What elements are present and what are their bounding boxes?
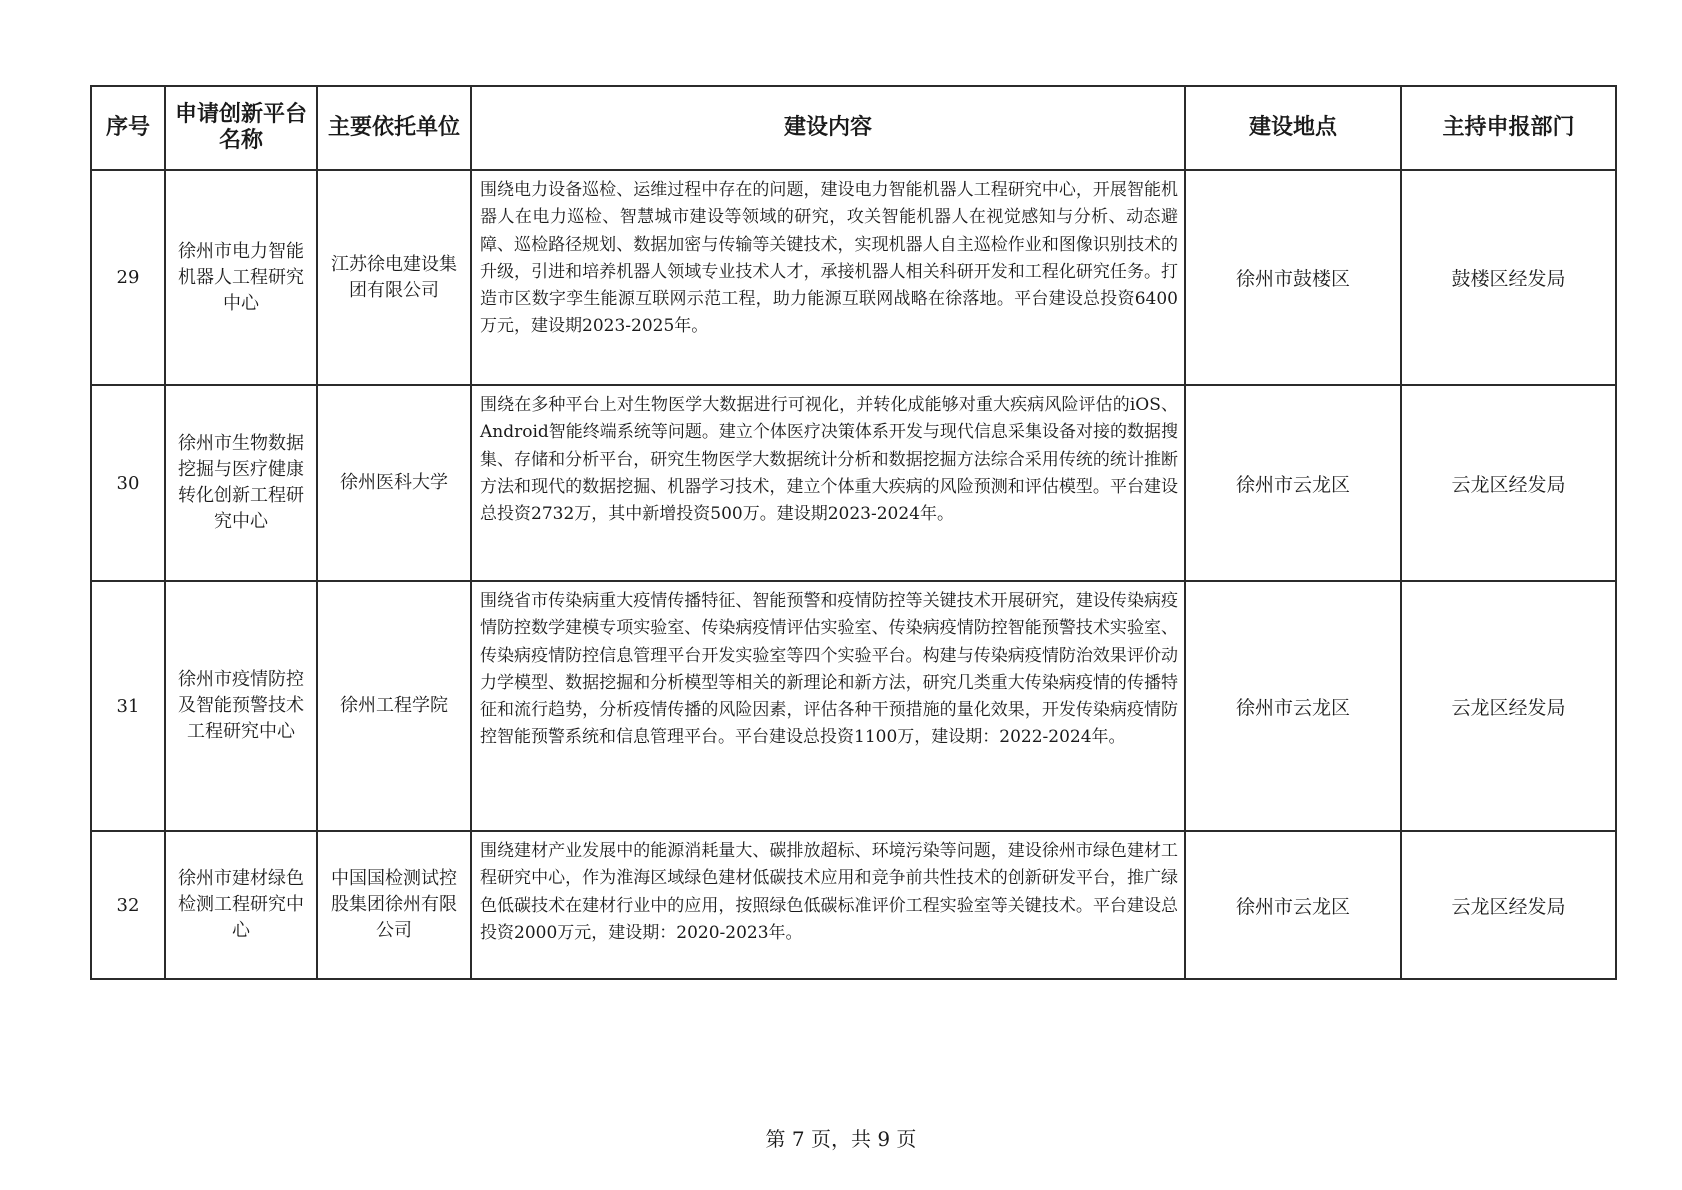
table-header-row xyxy=(91,86,1616,170)
header-platform-name-line2: 名称 xyxy=(218,128,263,153)
header-content: 建设内容 xyxy=(471,86,1185,170)
row-content: 围绕电力设备巡检、运维过程中存在的问题，建设电力智能机器人工程研究中心，开展智能机器人在电力巡检、智慧城市建设等领域的研究，攻关智能机器人在视觉感知与分析、动态避障、巡检路径规划、数据加密与传输等关键技术，实现机器人自主巡检作业和图像识别技术的升级，引进和培养机器人领域专业技术人才，承接机器人相关科研开发和工程化研究任务。打造市区数字孪生能源互联网示范工程，助力能源互联网战略在徐落地。平台建设总投资6400万元，建设期2023-2025年。 xyxy=(471,170,1185,385)
header-platform-name-line1: 申请创新平台 xyxy=(174,102,307,127)
row-index: 32 xyxy=(91,831,165,979)
table-row xyxy=(91,831,1616,979)
header-unit: 主要依托单位 xyxy=(317,86,471,170)
row-platform-name: 徐州市生物数据挖掘与医疗健康转化创新工程研究中心 xyxy=(165,385,317,581)
row-location: 徐州市云龙区 xyxy=(1185,385,1401,581)
row-department: 鼓楼区经发局 xyxy=(1401,170,1616,385)
row-unit: 徐州医科大学 xyxy=(317,385,471,581)
row-index: 29 xyxy=(91,170,165,385)
row-platform-name: 徐州市电力智能机器人工程研究中心 xyxy=(165,170,317,385)
row-content: 围绕在多种平台上对生物医学大数据进行可视化，并转化成能够对重大疾病风险评估的iOS、Android智能终端系统等问题。建立个体医疗决策体系开发与现代信息采集设备对接的数据搜集、存储和分析平台，研究生物医学大数据统计分析和数据挖掘方法综合采用传统的统计推断方法和现代的数据挖掘、机器学习技术，建立个体重大疾病的风险预测和评估模型。平台建设总投资2732万，其中新增投资500万。建设期2023-2024年。 xyxy=(471,385,1185,581)
header-location: 建设地点 xyxy=(1185,86,1401,170)
row-department: 云龙区经发局 xyxy=(1401,581,1616,831)
row-department: 云龙区经发局 xyxy=(1401,385,1616,581)
row-location: 徐州市鼓楼区 xyxy=(1185,170,1401,385)
row-location: 徐州市云龙区 xyxy=(1185,831,1401,979)
row-unit: 徐州工程学院 xyxy=(317,581,471,831)
row-department: 云龙区经发局 xyxy=(1401,831,1616,979)
project-table xyxy=(90,85,1617,980)
row-platform-name: 徐州市建材绿色检测工程研究中心 xyxy=(165,831,317,979)
header-platform-name xyxy=(165,86,317,170)
page-number: 第 7 页，共 9 页 xyxy=(765,1127,917,1151)
row-location: 徐州市云龙区 xyxy=(1185,581,1401,831)
row-platform-name: 徐州市疫情防控及智能预警技术工程研究中心 xyxy=(165,581,317,831)
row-unit: 江苏徐电建设集团有限公司 xyxy=(317,170,471,385)
row-index: 31 xyxy=(91,581,165,831)
table-row xyxy=(91,581,1616,831)
header-department: 主持申报部门 xyxy=(1401,86,1616,170)
row-unit: 中国国检测试控股集团徐州有限公司 xyxy=(317,831,471,979)
table-row xyxy=(91,385,1616,581)
row-index: 30 xyxy=(91,385,165,581)
row-content: 围绕建材产业发展中的能源消耗量大、碳排放超标、环境污染等问题，建设徐州市绿色建材工程研究中心，作为淮海区域绿色建材低碳技术应用和竞争前共性技术的创新研发平台，推广绿色低碳技术在建材行业中的应用，按照绿色低碳标准评价工程实验室等关键技术。平台建设总投资2000万元，建设期：2020-2023年。 xyxy=(471,831,1185,979)
table-row xyxy=(91,170,1616,385)
header-index: 序号 xyxy=(91,86,165,170)
row-content: 围绕省市传染病重大疫情传播特征、智能预警和疫情防控等关键技术开展研究，建设传染病疫情防控数学建模专项实验室、传染病疫情评估实验室、传染病疫情防控智能预警技术实验室、传染病疫情防控信息管理平台开发实验室等四个实验平台。构建与传染病疫情防治效果评价动力学模型、数据挖掘和分析模型等相关的新理论和新方法，研究几类重大传染病疫情的传播特征和流行趋势，分析疫情传播的风险因素，评估各种干预措施的量化效果，开发传染病疫情防控智能预警系统和信息管理平台。平台建设总投资1100万，建设期：2022-2024年。 xyxy=(471,581,1185,831)
